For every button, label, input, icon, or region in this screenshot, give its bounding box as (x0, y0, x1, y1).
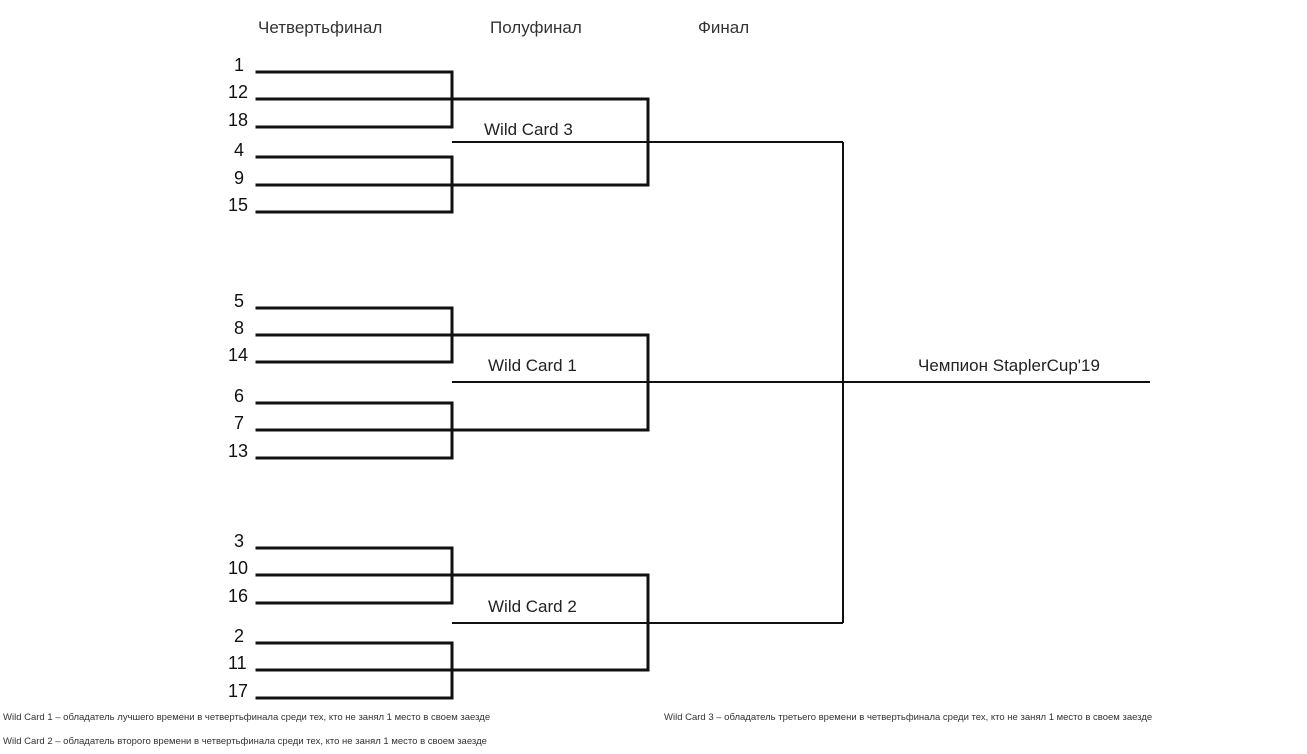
header-semifinal: Полуфинал (490, 18, 582, 37)
header-quarterfinal: Четвертьфинал (258, 18, 383, 37)
note-wildcard-1: Wild Card 1 – обладатель лучшего времени в четвертьфинала среди тех, кто не занял 1 место в своем заезде (3, 712, 491, 723)
seed-label: 17 (228, 681, 249, 701)
wildcard-label-middle: Wild Card 1 (488, 356, 577, 375)
seed-label: 10 (228, 558, 249, 578)
note-wildcard-3: Wild Card 3 – обладатель третьего времени в четвертьфинала среди тех, кто не занял 1 место в своем заезде (664, 712, 1153, 723)
seed-label: 5 (234, 291, 245, 311)
seed-label: 18 (228, 110, 249, 130)
seed-label: 8 (234, 318, 245, 338)
seed-label: 14 (228, 345, 249, 365)
wildcard-label-top: Wild Card 3 (484, 120, 573, 139)
seed-label: 12 (228, 82, 249, 102)
seed-label: 13 (228, 441, 249, 461)
header-final: Финал (698, 18, 750, 37)
seed-label: 15 (228, 195, 249, 215)
note-wildcard-2: Wild Card 2 – обладатель второго времени в четвертьфинала среди тех, кто не занял 1 место в своем заезде (3, 736, 487, 747)
seed-label: 1 (234, 55, 245, 75)
seed-label: 3 (234, 531, 245, 551)
seed-label: 11 (228, 653, 247, 673)
seed-label: 6 (234, 386, 245, 406)
seed-label: 2 (234, 626, 245, 646)
seed-label: 9 (234, 168, 245, 188)
seed-label: 16 (228, 586, 249, 606)
seed-label: 7 (234, 413, 245, 433)
seed-label: 4 (234, 140, 245, 160)
wildcard-label-bottom: Wild Card 2 (488, 597, 577, 616)
champion-label: Чемпион StaplerCup'19 (918, 356, 1100, 375)
